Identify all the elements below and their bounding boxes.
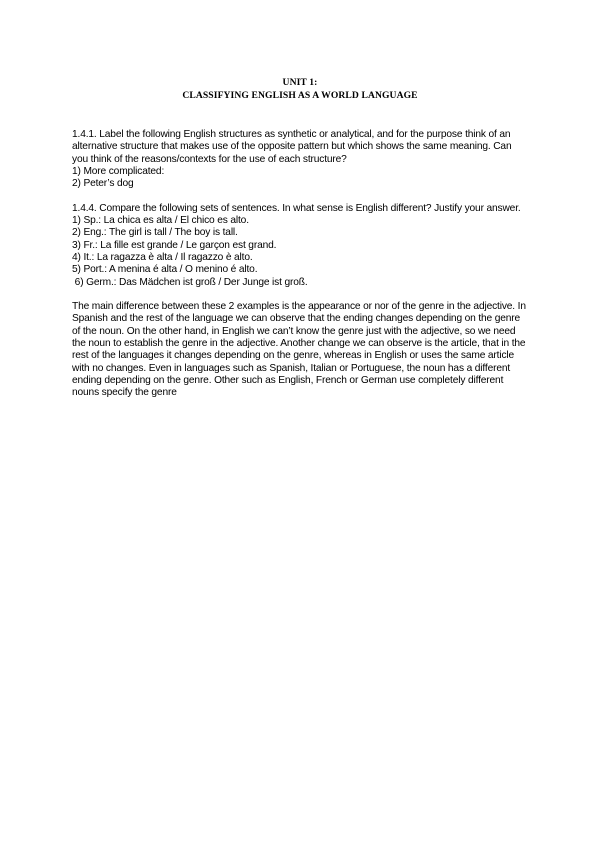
question-1-4-4: 1.4.4. Compare the following sets of sentences. In what sense is English different? Justify your answer. <box>72 202 521 214</box>
paragraph-gap <box>72 289 528 301</box>
list-item: 2) Eng.: The girl is tall / The boy is tall. <box>72 227 238 239</box>
paragraph-gap <box>72 190 528 202</box>
list-item: 5) Port.: A menina é alta / O menino é alto. <box>72 264 258 276</box>
list-item: 1) More complicated: <box>72 165 165 177</box>
title-block <box>0 76 600 102</box>
list-item: 1) Sp.: La chica es alta / El chico es alto. <box>72 215 249 227</box>
list-item: 3) Fr.: La fille est grande / Le garçon est grand. <box>72 239 277 251</box>
question-1-4-1: 1.4.1. Label the following English structures as synthetic or analytical, and for the purpose think of an alternative structure that makes use of the opposite pattern but which shows the same meaning. Can you think of the reasons/contexts for the use of each structure? <box>72 129 512 165</box>
list-item: 4) It.: La ragazza è alta / Il ragazzo è alto. <box>72 251 253 263</box>
unit-subtitle: CLASSIFYING ENGLISH AS A WORLD LANGUAGE <box>182 90 418 101</box>
list-item: 6) Germ.: Das Mädchen ist groß / Der Junge ist groß. <box>72 276 308 288</box>
document-body <box>72 129 528 400</box>
list-item: 2) Peter’s dog <box>72 178 134 190</box>
answer-paragraph: The main difference between these 2 examples is the appearance or nor of the genre in the adjective. In Spanish and the rest of the language we can observe that the ending changes depending on the genre of the noun. On the other hand, in English we can’t know the genre just with the adjective, so we need the noun to establish the genre in the adjective. Another change we can observe is the article, that in the rest of the languages it changes depending on the genre, whereas in English or uses the same article with no changes. Even in languages such as Spanish, Italian or Portuguese, the noun has a different ending depending on the genre. Other such as English, French or German use completely different nouns specify the genre <box>72 301 526 399</box>
unit-title: UNIT 1: <box>282 77 318 88</box>
